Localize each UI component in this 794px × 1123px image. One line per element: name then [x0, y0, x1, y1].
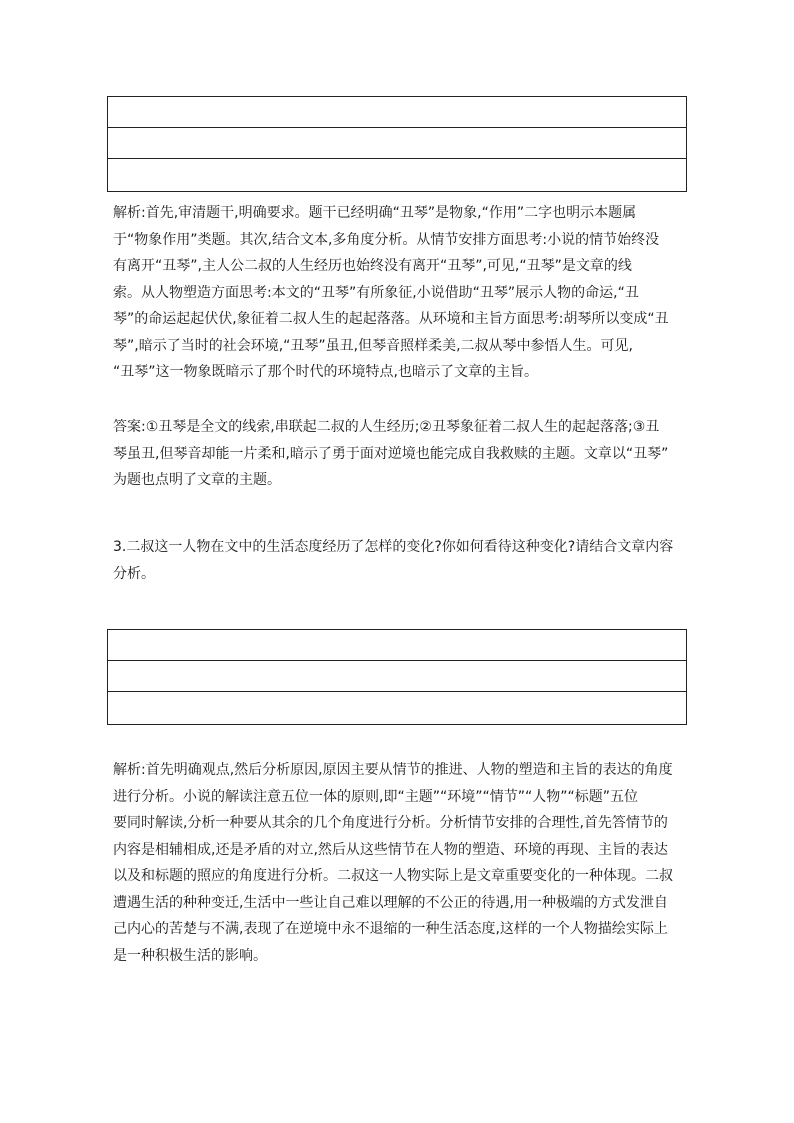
- answer-box-1[interactable]: [107, 96, 687, 192]
- text-line: 己内心的苦楚与不满,表现了在逆境中永不退缩的一种生活态度,这样的一个人物描绘实际上: [113, 921, 668, 937]
- text-line: 琴”,暗示了当时的社会环境,“丑琴”虽丑,但琴音照样柔美,二叔从琴中参悟人生。可见,: [113, 337, 634, 354]
- text-line: 要同时解读,分析一种要从其余的几个角度进行分析。分析情节安排的合理性,首先答情节的: [113, 815, 668, 831]
- answer-line[interactable]: [108, 661, 686, 692]
- text-line: 为题也点明了文章的主题。: [113, 472, 281, 488]
- text-line: “丑琴”这一物象既暗示了那个时代的环境特点,也暗示了文章的主旨。: [113, 364, 538, 380]
- answer-line[interactable]: [108, 159, 686, 190]
- answer-box-2[interactable]: [107, 629, 687, 725]
- answer-paragraph-1: [113, 414, 689, 494]
- text-line: 解析:首先明确观点,然后分析原因,原因主要从情节的推进、人物的塑造和主旨的表达的角度: [113, 762, 673, 778]
- answer-line[interactable]: [108, 630, 686, 661]
- text-line: 内容是相辅相成,还是矛盾的对立,然后从这些情节在人物的塑造、环境的再现、主旨的表达: [113, 841, 668, 858]
- analysis-paragraph-1: [113, 200, 689, 386]
- answer-line[interactable]: [108, 128, 686, 159]
- analysis-paragraph-3: [113, 757, 689, 969]
- text-line: 3.二叔这一人物在文中的生活态度经历了怎样的变化?你如何看待这种变化?请结合文章内容: [113, 539, 674, 555]
- text-line: 解析:首先,审清题干,明确要求。题干已经明确“丑琴”是物象,“作用”二字也明示本题属: [113, 205, 637, 221]
- text-line: 以及和标题的照应的角度进行分析。二叔这一人物实际上是文章重要变化的一种体现。二叔: [113, 868, 673, 884]
- answer-line[interactable]: [108, 692, 686, 723]
- text-line: 是一种积极生活的影响。: [113, 947, 267, 964]
- text-line: 索。从人物塑造方面思考:本文的“丑琴”有所象征,小说借助“丑琴”展示人物的命运,“丑: [113, 284, 639, 301]
- text-line: 琴”的命运起起伏伏,象征着二叔人生的起起落落。从环境和主旨方面思考:胡琴所以变成“丑: [113, 311, 669, 327]
- text-line: 分析。: [113, 565, 155, 582]
- text-line: 琴虽丑,但琴音却能一片柔和,暗示了勇于面对逆境也能完成自我救赎的主题。文章以“丑琴”: [113, 445, 669, 462]
- answer-line[interactable]: [108, 97, 686, 128]
- question-3: [113, 534, 689, 587]
- text-line: 遭遇生活的种种变迁,生活中一些让自己难以理解的不公正的待遇,用一种极端的方式发泄自: [113, 894, 668, 911]
- text-line: 答案:①丑琴是全文的线索,串联起二叔的人生经历;②丑琴象征着二叔人生的起起落落;③丑: [113, 419, 660, 435]
- text-line: 于“物象作用”类题。其次,结合文本,多角度分析。从情节安排方面思考:小说的情节始终没: [113, 231, 660, 248]
- text-line: 有离开“丑琴”,主人公二叔的人生经历也始终没有离开“丑琴”,可见,“丑琴”是文章的线: [113, 258, 632, 274]
- text-line: 进行分析。小说的解读注意五位一体的原则,即“主题”“环境”“情节”“人物”“标题”五位: [113, 788, 638, 805]
